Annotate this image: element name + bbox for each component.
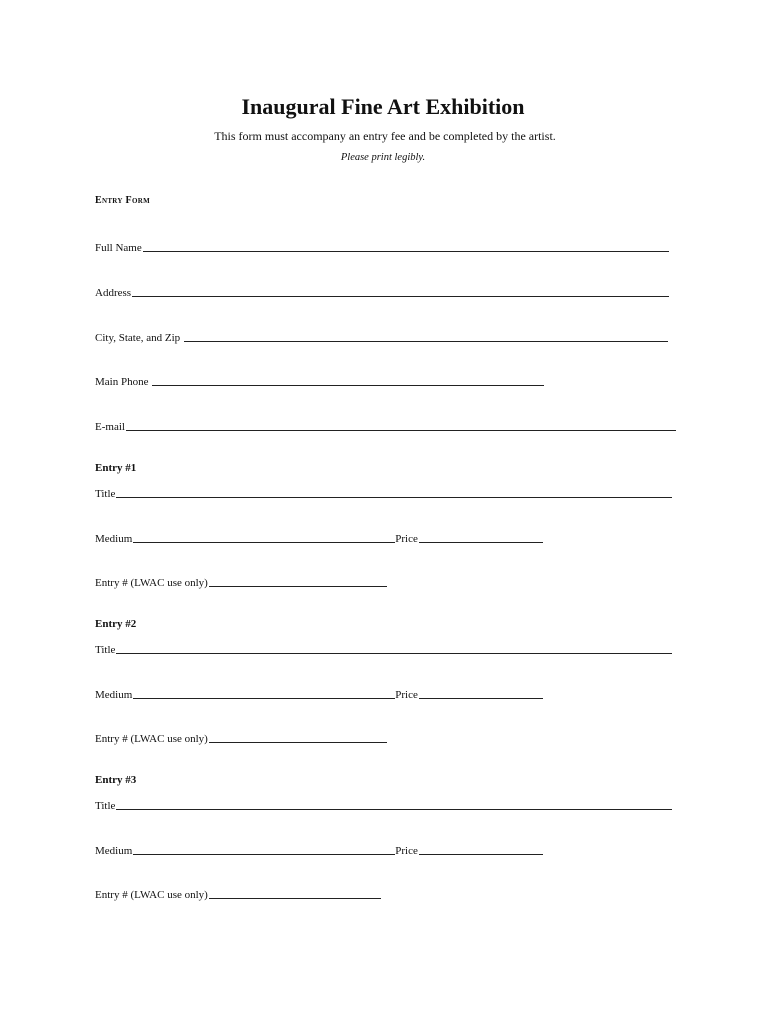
form-instructions: This form must accompany an entry fee and be completed by the artist.	[214, 129, 556, 143]
entry-1-number-field[interactable]	[95, 573, 387, 589]
section-heading-entry-form: Entry Form	[95, 195, 150, 206]
entry-3-price-line[interactable]	[419, 843, 543, 855]
main-phone-line[interactable]	[152, 374, 544, 386]
main-phone-field[interactable]	[95, 372, 544, 388]
entry-2-price-label: Price	[395, 689, 418, 701]
entry-2-title-line[interactable]	[116, 642, 672, 654]
entry-1-title-line[interactable]	[116, 486, 672, 498]
entry-2-price-line[interactable]	[419, 687, 543, 699]
city-state-zip-field[interactable]	[95, 328, 668, 344]
entry-2-medium-line[interactable]	[133, 687, 395, 699]
entry-2-title-label: Title	[95, 644, 116, 656]
entry-3-medium-price-field[interactable]	[95, 841, 543, 857]
entry-2-medium-label: Medium	[95, 689, 133, 701]
entry-1-price-line[interactable]	[419, 531, 543, 543]
entry-1-heading: Entry #1	[95, 462, 137, 474]
page-title: Inaugural Fine Art Exhibition	[241, 94, 525, 119]
entry-1-number-line[interactable]	[209, 575, 387, 587]
address-field[interactable]	[95, 283, 669, 299]
full-name-line[interactable]	[143, 240, 669, 252]
full-name-label: Full Name	[95, 242, 142, 254]
full-name-field[interactable]	[95, 238, 669, 254]
entry-1-price-label: Price	[395, 533, 418, 545]
entry-2-number-label: Entry # (LWAC use only)	[95, 733, 208, 745]
address-line[interactable]	[132, 285, 669, 297]
entry-2-number-line[interactable]	[209, 731, 387, 743]
entry-3-title-field[interactable]	[95, 796, 672, 812]
entry-3-number-field[interactable]	[95, 885, 381, 901]
entry-3-number-label: Entry # (LWAC use only)	[95, 889, 208, 901]
city-state-zip-label: City, State, and Zip	[95, 332, 181, 344]
entry-3-title-line[interactable]	[116, 798, 672, 810]
entry-2-medium-price-field[interactable]	[95, 685, 543, 701]
entry-1-title-field[interactable]	[95, 484, 672, 500]
main-phone-label: Main Phone	[95, 376, 149, 388]
entry-1-number-label: Entry # (LWAC use only)	[95, 577, 208, 589]
entry-3-heading: Entry #3	[95, 774, 137, 786]
entry-1-title-label: Title	[95, 488, 116, 500]
entry-3-title-label: Title	[95, 800, 116, 812]
entry-3-number-line[interactable]	[209, 887, 381, 899]
email-line[interactable]	[126, 419, 676, 431]
print-note: Please print legibly.	[340, 152, 426, 163]
entry-3-medium-line[interactable]	[133, 843, 395, 855]
city-state-zip-line[interactable]	[184, 330, 668, 342]
entry-1-medium-line[interactable]	[133, 531, 395, 543]
entry-2-number-field[interactable]	[95, 729, 387, 745]
entry-3-medium-label: Medium	[95, 845, 133, 857]
entry-2-heading: Entry #2	[95, 618, 137, 630]
entry-1-medium-price-field[interactable]	[95, 529, 543, 545]
entry-1-medium-label: Medium	[95, 533, 133, 545]
entry-3-price-label: Price	[395, 845, 418, 857]
email-label: E-mail	[95, 421, 125, 433]
entry-2-title-field[interactable]	[95, 640, 672, 656]
email-field[interactable]	[95, 417, 676, 433]
address-label: Address	[95, 287, 132, 299]
